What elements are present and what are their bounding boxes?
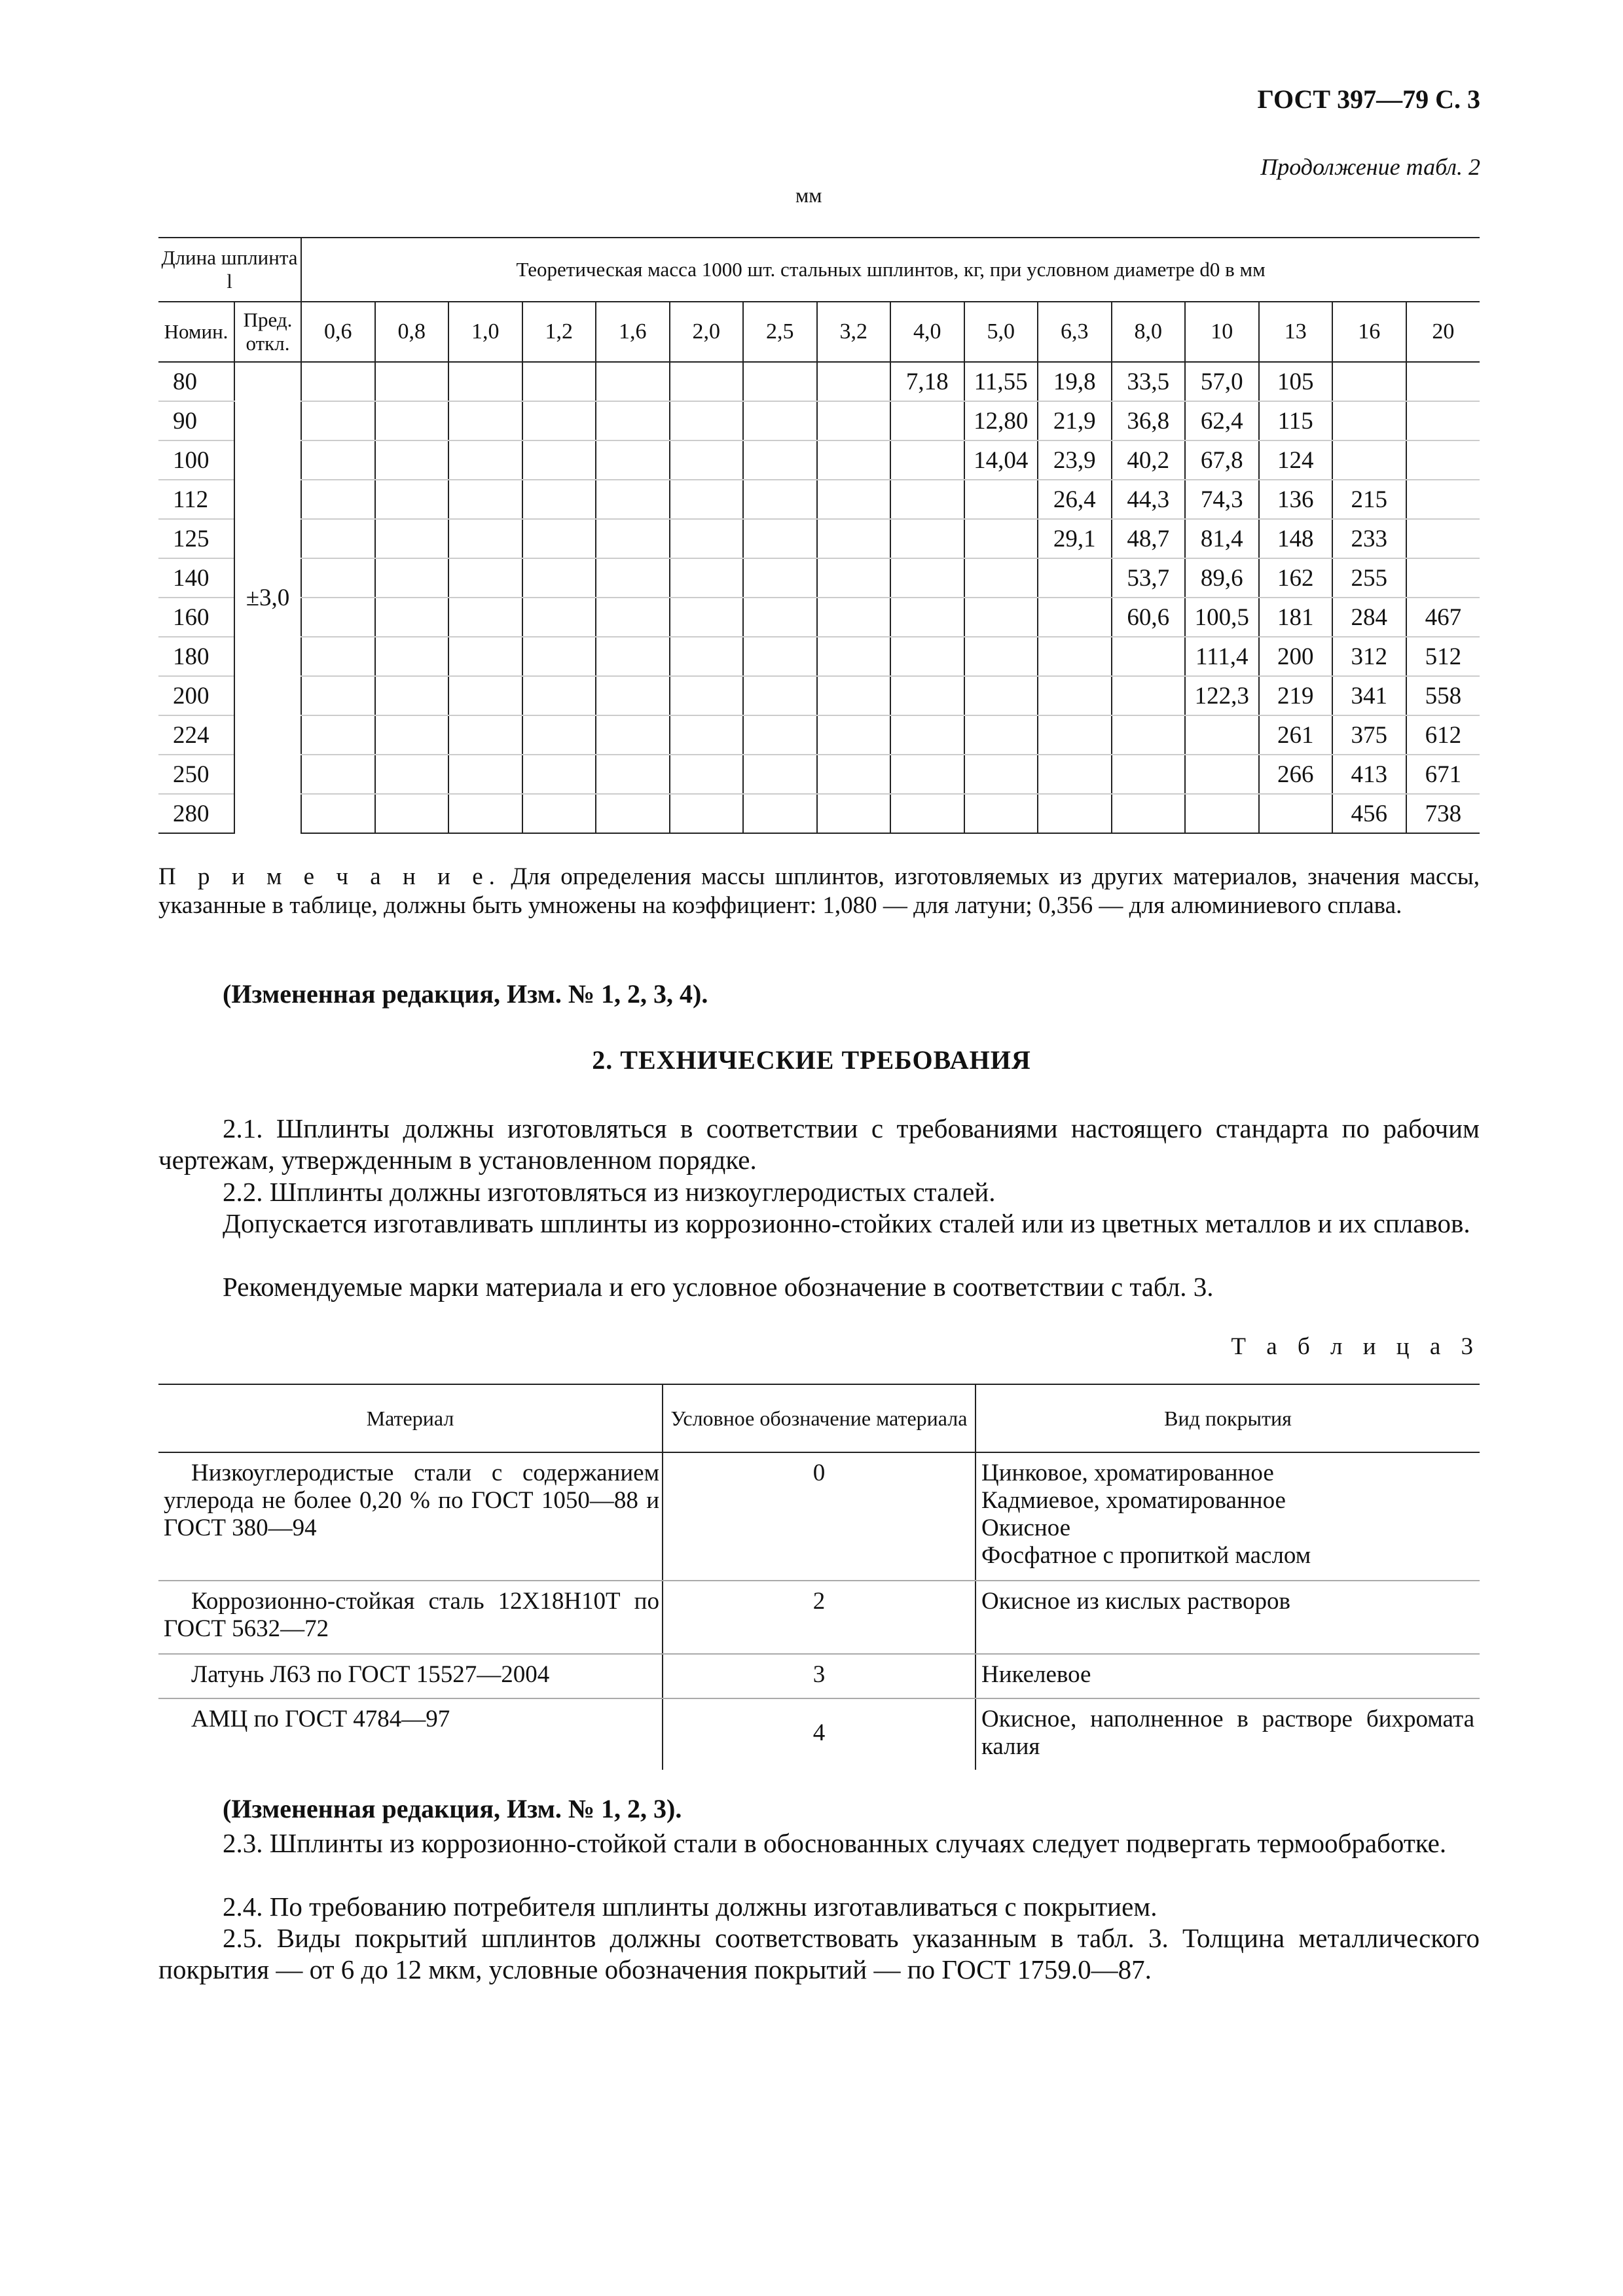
mass-cell [890, 598, 964, 637]
table-row [158, 715, 1480, 755]
mass-cell [817, 519, 891, 558]
mass-cell: 233 [1332, 519, 1406, 558]
mass-cell: 60,6 [1112, 598, 1186, 637]
mass-cell [743, 558, 817, 598]
mass-cell: 74,3 [1185, 480, 1259, 519]
mass-cell: 148 [1259, 519, 1333, 558]
mass-cell [522, 440, 596, 480]
mass-cell [890, 558, 964, 598]
mass-cell: 21,9 [1038, 401, 1112, 440]
diameter-header: 5,0 [964, 302, 1038, 362]
mass-cell [448, 440, 522, 480]
mass-cell [375, 755, 449, 794]
table-row [158, 440, 1480, 480]
mass-cell [964, 637, 1038, 676]
mass-cell [670, 401, 744, 440]
mass-table [158, 237, 1480, 834]
mass-cell: 181 [1259, 598, 1333, 637]
mass-cell [1185, 755, 1259, 794]
mass-cell [522, 558, 596, 598]
mass-cell [1112, 715, 1186, 755]
mass-cell [448, 637, 522, 676]
nominal-header: Номин. [158, 302, 234, 362]
mass-cell [964, 598, 1038, 637]
mass-cell [1259, 794, 1333, 833]
mass-cell [890, 715, 964, 755]
diameter-header: 2,0 [670, 302, 744, 362]
mass-cell [964, 480, 1038, 519]
mass-cell [375, 794, 449, 833]
length-cell: 160 [158, 598, 234, 637]
mass-cell [522, 480, 596, 519]
diameter-header: 10 [1185, 302, 1259, 362]
diameter-header: 16 [1332, 302, 1406, 362]
mass-cell: 219 [1259, 676, 1333, 715]
page-header: ГОСТ 397—79 С. 3 [1257, 84, 1480, 114]
mass-cell [743, 637, 817, 676]
length-header: Длина шплинта l [158, 238, 301, 302]
mass-cell [890, 794, 964, 833]
diameter-header: 1,0 [448, 302, 522, 362]
coating-header: Вид покрытия [976, 1384, 1480, 1452]
length-cell: 80 [158, 362, 234, 401]
mass-cell: 122,3 [1185, 676, 1259, 715]
length-cell: 280 [158, 794, 234, 833]
mass-cell: 266 [1259, 755, 1333, 794]
length-cell: 112 [158, 480, 234, 519]
diameter-header: 4,0 [890, 302, 964, 362]
mass-cell [375, 637, 449, 676]
diameter-header: 1,2 [522, 302, 596, 362]
paragraph-2-2-b: Допускается изготавливать шплинты из коррозионно-стойких сталей или из цветных металлов и их сплавов. [223, 1208, 1470, 1238]
mass-cell [522, 755, 596, 794]
mass-cell [448, 558, 522, 598]
mass-cell: 67,8 [1185, 440, 1259, 480]
mass-cell [1038, 558, 1112, 598]
material-cell: АМЦ по ГОСТ 4784—97 [191, 1706, 450, 1732]
mass-cell [301, 637, 375, 676]
mass-cell [743, 440, 817, 480]
mass-cell [301, 794, 375, 833]
length-cell: 200 [158, 676, 234, 715]
coating-cell [976, 1654, 1480, 1698]
mass-cell [670, 440, 744, 480]
mass-cell [522, 598, 596, 637]
mass-cell [670, 794, 744, 833]
mass-cell [301, 755, 375, 794]
paragraph-2-5: 2.5. Виды покрытий шплинтов должны соответствовать указанным в табл. 3. Толщина металлического покрытия — от 6 до 12 мкм, условные обозначения покрытий — по ГОСТ 1759.0—87. [158, 1923, 1480, 1984]
code-cell: 2 [663, 1581, 976, 1654]
mass-cell [890, 519, 964, 558]
mass-cell: 23,9 [1038, 440, 1112, 480]
mass-cell [1406, 519, 1480, 558]
mass-cell [596, 637, 670, 676]
paragraph-2-2-c: Рекомендуемые марки материала и его условное обозначение в соответствии с табл. 3. [223, 1272, 1214, 1302]
length-cell: 180 [158, 637, 234, 676]
mass-cell: 115 [1259, 401, 1333, 440]
mass-cell [522, 715, 596, 755]
mass-cell [890, 440, 964, 480]
mass-cell [670, 755, 744, 794]
mass-cell [596, 715, 670, 755]
mass-cell [964, 715, 1038, 755]
mass-cell [964, 794, 1038, 833]
section-title: 2. ТЕХНИЧЕСКИЕ ТРЕБОВАНИЯ [592, 1045, 1031, 1075]
mass-cell [743, 715, 817, 755]
mass-cell [1406, 480, 1480, 519]
mass-cell [743, 598, 817, 637]
mass-cell [743, 480, 817, 519]
mass-cell [448, 715, 522, 755]
coating-item: Никелевое [981, 1661, 1091, 1688]
mass-cell: 57,0 [1185, 362, 1259, 401]
mass-cell: 36,8 [1112, 401, 1186, 440]
diameter-header: 2,5 [743, 302, 817, 362]
mass-cell [1185, 715, 1259, 755]
coating-cell [976, 1581, 1480, 1654]
mass-cell [522, 637, 596, 676]
mass-cell: 19,8 [1038, 362, 1112, 401]
mass-cell: 111,4 [1185, 637, 1259, 676]
mass-cell [596, 519, 670, 558]
mass-cell [670, 676, 744, 715]
mass-cell [596, 362, 670, 401]
mass-cell [1406, 558, 1480, 598]
mass-cell [375, 676, 449, 715]
length-cell: 140 [158, 558, 234, 598]
mass-cell [522, 676, 596, 715]
mass-cell: 7,18 [890, 362, 964, 401]
mass-cell [1406, 440, 1480, 480]
mass-cell [964, 676, 1038, 715]
mass-cell [670, 480, 744, 519]
mass-cell [1406, 362, 1480, 401]
mass-cell [817, 637, 891, 676]
mass-cell [1332, 401, 1406, 440]
mass-cell: 215 [1332, 480, 1406, 519]
mass-cell [522, 794, 596, 833]
mass-cell [1112, 676, 1186, 715]
coating-item: Окисное, наполненное в растворе бихромата калия [981, 1706, 1474, 1760]
note-text: Для определения массы шплинтов, изготовляемых из других материалов, значения массы, указанные в таблице, должны быть умножены на коэффициент: 1,080 — для латуни; 0,356 — для алюминиевого сплава. [158, 863, 1480, 919]
mass-cell [522, 401, 596, 440]
diameter-header: 1,6 [596, 302, 670, 362]
length-cell: 224 [158, 715, 234, 755]
mass-cell: 105 [1259, 362, 1333, 401]
diameter-header: 13 [1259, 302, 1333, 362]
mass-cell [743, 519, 817, 558]
mass-cell [890, 755, 964, 794]
mass-cell [890, 676, 964, 715]
table-row [158, 637, 1480, 676]
mass-cell: 512 [1406, 637, 1480, 676]
mass-cell [670, 519, 744, 558]
mass-cell [1185, 794, 1259, 833]
mass-cell [670, 598, 744, 637]
mass-cell: 53,7 [1112, 558, 1186, 598]
mass-cell: 100,5 [1185, 598, 1259, 637]
tolerance-header: Пред. откл. [234, 302, 301, 362]
paragraph-2-4: 2.4. По требованию потребителя шплинты должны изготавливаться с покрытием. [223, 1892, 1158, 1922]
mass-cell [301, 715, 375, 755]
mass-cell [448, 598, 522, 637]
paragraph-2-3: 2.3. Шплинты из коррозионно-стойкой стали в обоснованных случаях следует подвергать термообработке. [223, 1828, 1447, 1858]
mass-cell [301, 440, 375, 480]
coating-item: Окисное из кислых растворов [981, 1588, 1290, 1615]
mass-cell [375, 715, 449, 755]
mass-cell [670, 715, 744, 755]
mass-cell [743, 401, 817, 440]
mass-cell: 162 [1259, 558, 1333, 598]
mass-cell: 89,6 [1185, 558, 1259, 598]
mass-cell: 124 [1259, 440, 1333, 480]
mass-cell [448, 519, 522, 558]
mass-cell [448, 362, 522, 401]
mass-cell: 671 [1406, 755, 1480, 794]
mass-cell [375, 598, 449, 637]
mass-cell [817, 401, 891, 440]
table-row [158, 401, 1480, 440]
mass-cell: 284 [1332, 598, 1406, 637]
mass-cell: 48,7 [1112, 519, 1186, 558]
mass-cell [448, 676, 522, 715]
mass-cell [596, 755, 670, 794]
unit-label: мм [795, 183, 822, 207]
mass-cell: 62,4 [1185, 401, 1259, 440]
coating-item: Окисное [981, 1515, 1071, 1541]
mass-cell [1112, 794, 1186, 833]
table3-caption: Т а б л и ц а 3 [1231, 1333, 1480, 1360]
mass-cell: 12,80 [964, 401, 1038, 440]
mass-cell [375, 401, 449, 440]
mass-cell: 81,4 [1185, 519, 1259, 558]
note-label: П р и м е ч а н и е. [158, 863, 501, 890]
code-cell: 3 [663, 1654, 976, 1698]
mass-cell [375, 362, 449, 401]
mass-cell [817, 598, 891, 637]
table-row [158, 794, 1480, 833]
table-row [158, 755, 1480, 794]
length-cell: 90 [158, 401, 234, 440]
mass-cell: 26,4 [1038, 480, 1112, 519]
mass-cell [448, 755, 522, 794]
mass-cell [301, 676, 375, 715]
coating-item: Кадмиевое, хроматированное [981, 1487, 1286, 1514]
mass-cell [1406, 401, 1480, 440]
mass-cell [817, 715, 891, 755]
mass-cell [817, 362, 891, 401]
mass-cell [1038, 637, 1112, 676]
coating-item: Цинковое, хроматированное [981, 1460, 1274, 1486]
mass-cell [448, 401, 522, 440]
mass-header: Теоретическая масса 1000 шт. стальных шплинтов, кг, при условном диаметре d0 в мм [301, 238, 1480, 302]
mass-cell: 11,55 [964, 362, 1038, 401]
mass-cell [670, 558, 744, 598]
mass-cell [670, 362, 744, 401]
diameter-header: 0,8 [375, 302, 449, 362]
coating-cell [976, 1452, 1480, 1581]
length-cell: 250 [158, 755, 234, 794]
mass-cell [1112, 637, 1186, 676]
mass-cell [1038, 715, 1112, 755]
diameter-header: 0,6 [301, 302, 375, 362]
mass-cell [1332, 362, 1406, 401]
mass-cell [1112, 755, 1186, 794]
mass-cell [522, 362, 596, 401]
mass-cell [670, 637, 744, 676]
mass-cell [596, 440, 670, 480]
mass-cell [301, 558, 375, 598]
mass-cell [817, 480, 891, 519]
mass-cell [817, 755, 891, 794]
mass-cell [596, 794, 670, 833]
mass-cell: 44,3 [1112, 480, 1186, 519]
mass-cell [890, 480, 964, 519]
mass-cell [301, 401, 375, 440]
mass-cell [817, 794, 891, 833]
length-cell: 100 [158, 440, 234, 480]
mass-cell [817, 676, 891, 715]
mass-cell [522, 519, 596, 558]
mass-cell [743, 794, 817, 833]
mass-cell [1038, 794, 1112, 833]
mass-cell [964, 519, 1038, 558]
mass-cell: 14,04 [964, 440, 1038, 480]
code-cell: 0 [663, 1452, 976, 1581]
mass-cell: 413 [1332, 755, 1406, 794]
mass-cell: 255 [1332, 558, 1406, 598]
code-cell: 4 [663, 1698, 976, 1770]
mass-cell [743, 755, 817, 794]
mass-cell [448, 794, 522, 833]
mass-cell: 33,5 [1112, 362, 1186, 401]
mass-cell: 558 [1406, 676, 1480, 715]
mass-cell [743, 676, 817, 715]
mass-cell [375, 480, 449, 519]
mass-cell: 261 [1259, 715, 1333, 755]
mass-cell [596, 401, 670, 440]
table-row [158, 519, 1480, 558]
mass-cell [596, 598, 670, 637]
material-header: Материал [158, 1384, 663, 1452]
mass-cell [301, 362, 375, 401]
paragraph-2-2: 2.2. Шплинты должны изготовляться из низкоуглеродистых сталей. [223, 1177, 996, 1207]
mass-cell: 312 [1332, 637, 1406, 676]
material-cell: Низкоуглеродистые стали с содержанием углерода не более 0,20 % по ГОСТ 1050—88 и ГОСТ 380—94 [158, 1452, 663, 1581]
mass-cell [596, 558, 670, 598]
length-cell: 125 [158, 519, 234, 558]
material-cell: Латунь Л63 по ГОСТ 15527—2004 [158, 1654, 663, 1698]
mass-cell [817, 558, 891, 598]
mass-cell [301, 519, 375, 558]
table-continuation-label: Продолжение табл. 2 [1260, 154, 1480, 180]
coating-item: Фосфатное с пропиткой маслом [981, 1542, 1311, 1569]
materials-table [158, 1384, 1480, 1770]
diameter-header: 6,3 [1038, 302, 1112, 362]
mass-cell [1038, 676, 1112, 715]
mass-cell [596, 480, 670, 519]
mass-cell: 136 [1259, 480, 1333, 519]
mass-cell: 738 [1406, 794, 1480, 833]
tolerance-cell: ±3,0 [234, 362, 301, 833]
mass-cell [964, 558, 1038, 598]
diameter-header: 20 [1406, 302, 1480, 362]
code-header: Условное обозначение материала [663, 1384, 976, 1452]
mass-cell [1038, 755, 1112, 794]
mass-cell [301, 480, 375, 519]
table-row [158, 558, 1480, 598]
diameter-header: 8,0 [1112, 302, 1186, 362]
coating-cell [976, 1698, 1480, 1770]
table-row [158, 362, 1480, 401]
mass-cell [1038, 598, 1112, 637]
mass-cell [375, 519, 449, 558]
mass-cell: 40,2 [1112, 440, 1186, 480]
mass-cell [890, 401, 964, 440]
mass-cell [375, 558, 449, 598]
mass-cell [596, 676, 670, 715]
table-row [158, 480, 1480, 519]
mass-cell [890, 637, 964, 676]
paragraph-2-1: 2.1. Шплинты должны изготовляться в соответствии с требованиями настоящего стандарта по рабочим чертежам, утвержденным в установленном порядке. [158, 1113, 1480, 1175]
mass-cell: 200 [1259, 637, 1333, 676]
diameter-header: 3,2 [817, 302, 891, 362]
mass-cell: 375 [1332, 715, 1406, 755]
mass-cell [964, 755, 1038, 794]
table-row [158, 598, 1480, 637]
revision-note: (Измененная редакция, Изм. № 1, 2, 3, 4). [223, 979, 708, 1009]
mass-cell [375, 440, 449, 480]
mass-cell: 341 [1332, 676, 1406, 715]
mass-cell [817, 440, 891, 480]
mass-cell: 29,1 [1038, 519, 1112, 558]
revision-note-2: (Измененная редакция, Изм. № 1, 2, 3). [223, 1794, 682, 1823]
mass-cell: 456 [1332, 794, 1406, 833]
mass-cell [448, 480, 522, 519]
mass-cell: 612 [1406, 715, 1480, 755]
mass-cell [1332, 440, 1406, 480]
mass-cell: 467 [1406, 598, 1480, 637]
mass-cell [743, 362, 817, 401]
table-note [158, 863, 1480, 920]
material-cell: Коррозионно-стойкая сталь 12Х18Н10Т по ГОСТ 5632—72 [158, 1581, 663, 1654]
mass-cell [301, 598, 375, 637]
table-row [158, 676, 1480, 715]
